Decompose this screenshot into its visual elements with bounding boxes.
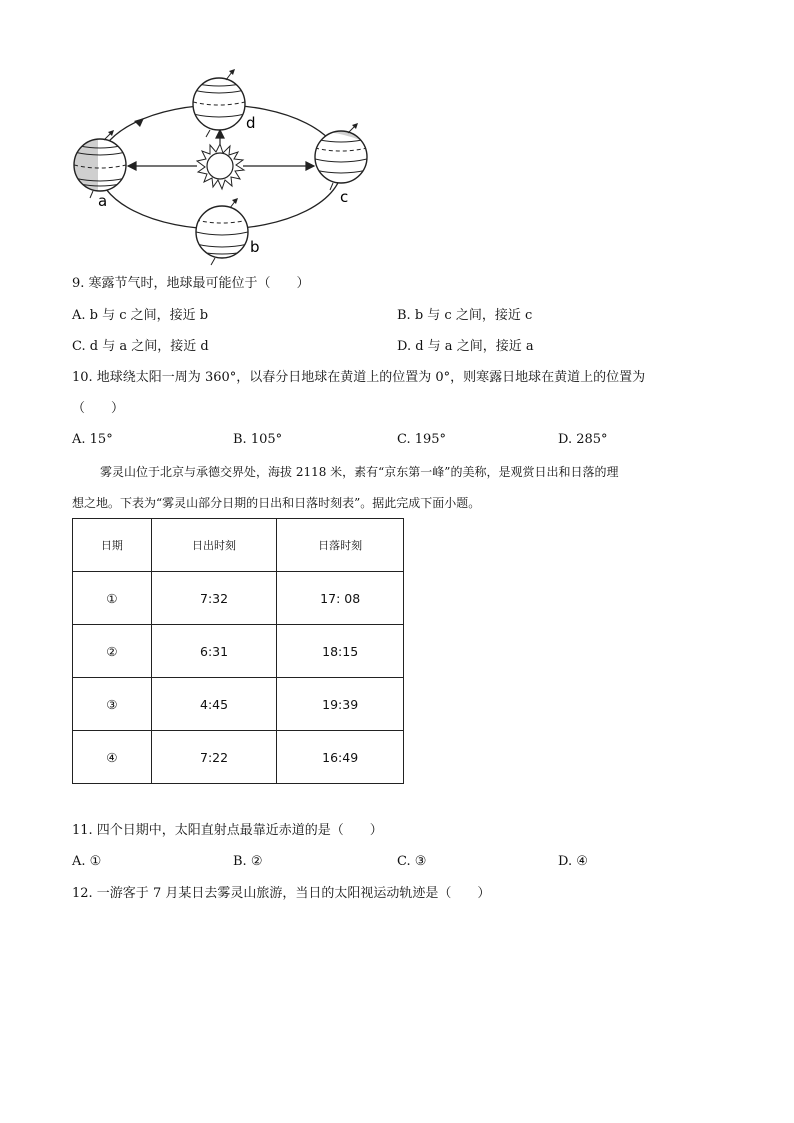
cell-date: ③ — [73, 678, 152, 731]
q11-option-c[interactable]: C. ③ — [397, 854, 427, 869]
earth-d-icon — [193, 69, 245, 137]
header-date: 日期 — [73, 519, 152, 572]
earth-a-icon — [74, 130, 126, 198]
cell-sunrise: 4:45 — [151, 678, 277, 731]
orbit-direction-arrow-icon — [134, 118, 144, 127]
cell-date: ② — [73, 625, 152, 678]
cell-sunrise: 6:31 — [151, 625, 277, 678]
q9-option-a[interactable]: A. b 与 c 之间，接近 b — [72, 308, 209, 323]
question-10-stem-cont: （ ） — [72, 401, 125, 416]
cell-sunrise: 7:22 — [151, 731, 277, 784]
question-9-stem: 9. 寒露节气时，地球最可能位于（ ） — [72, 276, 310, 291]
cell-sunset: 16:49 — [277, 731, 404, 784]
table-row — [73, 625, 404, 678]
q11-option-d[interactable]: D. ④ — [558, 854, 588, 869]
cell-date: ④ — [73, 731, 152, 784]
cell-sunset: 17: 08 — [277, 572, 404, 625]
cell-sunset: 19:39 — [277, 678, 404, 731]
label-d: d — [246, 114, 256, 132]
label-a: a — [98, 192, 108, 210]
header-sunset: 日落时刻 — [277, 519, 404, 572]
passage-line-1: 雾灵山位于北京与承德交界处，海拔 2118 米，素有“京东第一峰”的美称，是观赏日出和日落的理 — [100, 465, 619, 479]
q11-option-b[interactable]: B. ② — [233, 854, 263, 869]
q10-option-c[interactable]: C. 195° — [397, 432, 447, 447]
cell-date: ① — [73, 572, 152, 625]
header-sunrise: 日出时刻 — [151, 519, 277, 572]
question-10-stem: 10. 地球绕太阳一周为 360°，以春分日地球在黄道上的位置为 0°，则寒露日地球在黄道上的位置为 — [72, 370, 646, 385]
question-11-stem: 11. 四个日期中，太阳直射点最靠近赤道的是（ ） — [72, 823, 383, 838]
earth-b-icon — [196, 198, 248, 265]
table-row — [73, 572, 404, 625]
question-12-stem: 12. 一游客于 7 月某日去雾灵山旅游，当日的太阳视运动轨迹是（ ） — [72, 886, 491, 901]
cell-sunrise: 7:32 — [151, 572, 277, 625]
q11-option-a[interactable]: A. ① — [72, 854, 102, 869]
label-c: c — [340, 188, 349, 206]
earth-orbit-diagram — [60, 60, 390, 270]
q9-option-d[interactable]: D. d 与 a 之间，接近 a — [397, 339, 534, 354]
label-b: b — [250, 238, 260, 256]
table-row — [73, 731, 404, 784]
q10-option-d[interactable]: D. 285° — [558, 432, 608, 447]
sun-icon — [197, 144, 244, 189]
q9-option-c[interactable]: C. d 与 a 之间，接近 d — [72, 339, 209, 354]
passage-line-2: 想之地。下表为“雾灵山部分日期的日出和日落时刻表”。据此完成下面小题。 — [72, 496, 481, 510]
q10-option-a[interactable]: A. 15° — [72, 432, 113, 447]
sunrise-sunset-table — [72, 518, 404, 784]
table-header-row — [73, 519, 404, 572]
table-row — [73, 678, 404, 731]
q9-option-b[interactable]: B. b 与 c 之间，接近 c — [397, 308, 533, 323]
cell-sunset: 18:15 — [277, 625, 404, 678]
q10-option-b[interactable]: B. 105° — [233, 432, 283, 447]
